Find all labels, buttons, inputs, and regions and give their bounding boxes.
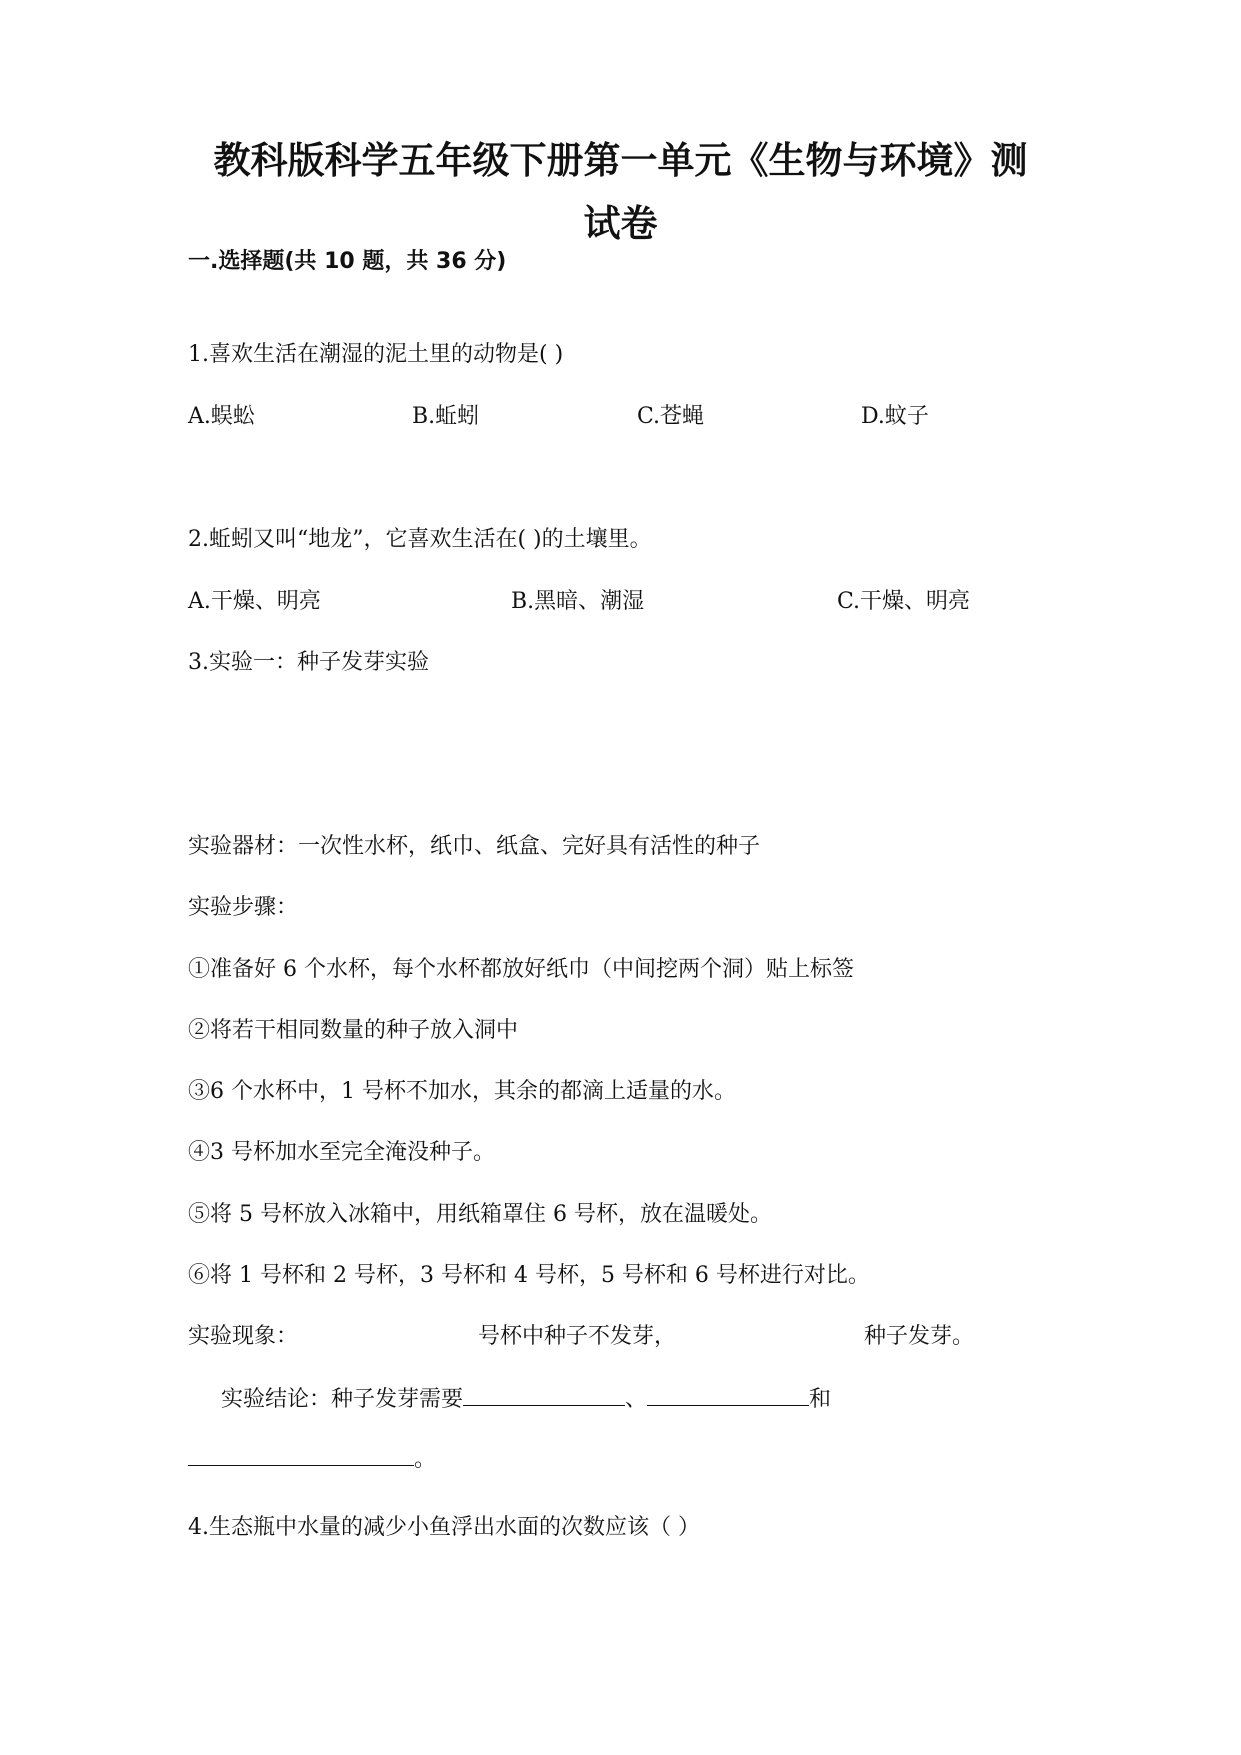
question-3-step-2: ②将若干相同数量的种子放入洞中 [188, 1018, 519, 1043]
question-3-step-5: ⑤将 5 号杯放入冰箱中，用纸箱罩住 6 号杯，放在温暖处。 [188, 1202, 772, 1227]
question-3-materials: 实验器材：一次性水杯，纸巾、纸盒、完好具有活性的种子 [188, 834, 761, 859]
question-3-stem: 3.实验一：种子发芽实验 [188, 650, 429, 675]
question-3-conclusion-line-2 [188, 1443, 436, 1475]
question-1-option-a[interactable]: A.蜈蚣 [188, 404, 255, 429]
page-title-line1: 教科版科学五年级下册第一单元《生物与环境》测 [213, 139, 1028, 182]
answer-blank-2[interactable] [647, 1383, 809, 1406]
question-3-conclusion-end: 。 [414, 1447, 437, 1472]
question-3-phenomenon-end: 种子发芽。 [864, 1324, 975, 1349]
question-3-step-4: ④3 号杯加水至完全淹没种子。 [188, 1140, 495, 1165]
question-3-phenomenon-label: 实验现象： [188, 1324, 299, 1349]
question-2-stem: 2.蚯蚓又叫“地龙”，它喜欢生活在( )的土壤里。 [188, 527, 652, 552]
question-1-stem: 1.喜欢生活在潮湿的泥土里的动物是( ) [188, 342, 564, 367]
question-3-conclusion-label: 实验结论：种子发芽需要 [221, 1387, 464, 1412]
question-2-option-a[interactable]: A.干燥、明亮 [188, 589, 321, 614]
question-3-conclusion-and: 和 [809, 1387, 832, 1412]
answer-blank-3[interactable] [188, 1443, 414, 1466]
question-3-step-1: ①准备好 6 个水杯，每个水杯都放好纸巾（中间挖两个洞）贴上标签 [188, 957, 854, 982]
question-3-conclusion-separator: 、 [625, 1387, 648, 1412]
question-4-stem: 4.生态瓶中水量的减少小鱼浮出水面的次数应该（ ） [188, 1515, 700, 1540]
page-title-line2: 试卷 [583, 202, 658, 245]
question-2-option-b[interactable]: B.黑暗、潮湿 [511, 589, 645, 614]
question-1-option-b[interactable]: B.蚯蚓 [412, 404, 480, 429]
question-1-option-c[interactable]: C.苍蝇 [637, 404, 705, 429]
question-3-step-3: ③6 个水杯中，1 号杯不加水，其余的都滴上适量的水。 [188, 1079, 736, 1104]
section-heading: 一.选择题(共 10 题，共 36 分) [188, 249, 507, 274]
question-1-option-d[interactable]: D.蚊子 [861, 404, 929, 429]
question-3-step-6: ⑥将 1 号杯和 2 号杯，3 号杯和 4 号杯，5 号杯和 6 号杯进行对比。 [188, 1263, 870, 1288]
question-2-option-c[interactable]: C.干燥、明亮 [837, 589, 971, 614]
question-3-steps-label: 实验步骤： [188, 895, 299, 920]
question-3-phenomenon-mid: 号杯中种子不发芽， [478, 1324, 677, 1349]
answer-blank-1[interactable] [463, 1383, 625, 1406]
question-3-conclusion-line [221, 1383, 831, 1415]
